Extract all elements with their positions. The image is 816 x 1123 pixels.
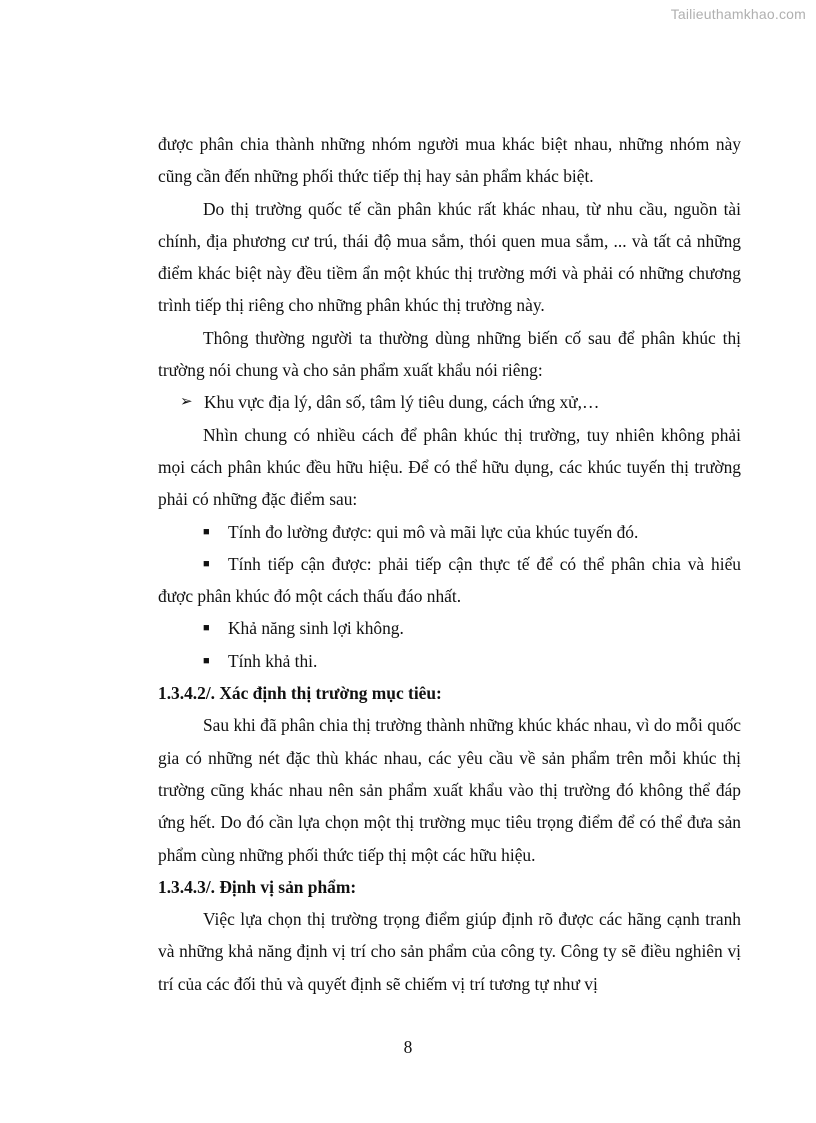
bullet-list-item — [158, 612, 741, 644]
bullet-text-1: Tính đo lường được: qui mô và mãi lực của khúc tuyến đó. — [228, 521, 639, 542]
paragraph-3: Thông thường người ta thường dùng những biến cố sau để phân khúc thị trường nói chung và cho sản phẩm xuất khẩu nói riêng: — [158, 327, 741, 381]
paragraph-5: Sau khi đã phân chia thị trường thành những khúc khác nhau, vì do mỗi quốc gia có những nét đặc thù khác nhau, các yêu cầu về sản phẩm trên mỗi khúc thị trường cũng khác nhau nên sản phẩm xuất khẩu vào thị trường đó không thể đáp ứng hết. Do đó cần lựa chọn một thị trường mục tiêu trọng điểm để có thể đưa sản phẩm cùng những phối thức tiếp thị một các hữu hiệu. — [158, 715, 741, 865]
arrow-bullet-icon: ➢ — [180, 394, 193, 411]
bullet-list-item — [158, 645, 741, 677]
watermark-text: Tailieuthamkhao.com — [670, 6, 806, 22]
section-heading-1-3-4-3: 1.3.4.3/. Định vị sản phẩm: — [158, 876, 357, 897]
bullet-text-3: Khả năng sinh lợi không. — [228, 618, 404, 639]
paragraph-4: Nhìn chung có nhiều cách để phân khúc thị trường, tuy nhiên không phải mọi cách phân khúc đều hữu hiệu. Để có thể hữu dụng, các khúc tuyến thị trường phải có những đặc điểm sau: — [158, 424, 741, 510]
paragraph-2: Do thị trường quốc tế cần phân khúc rất khác nhau, từ nhu cầu, nguồn tài chính, địa phương cư trú, thái độ mua sắm, thói quen mua sắm, ... và tất cả những điểm khác biệt này đều tiềm ẩn một khúc thị trường mới và phải có những chương trình tiếp thị riêng cho những phân khúc thị trường này. — [158, 198, 741, 316]
paragraph-1: được phân chia thành những nhóm người mua khác biệt nhau, những nhóm này cũng cần đến những phối thức tiếp thị hay sản phẩm khác biệt. — [158, 134, 741, 187]
section-heading-1-3-4-2: 1.3.4.2/. Xác định thị trường mục tiêu: — [158, 683, 442, 704]
bullet-text-4: Tính khả thi. — [228, 650, 318, 671]
arrow-list-item — [158, 386, 741, 418]
square-bullet-icon: ■ — [203, 557, 210, 570]
bullet-list-item — [158, 516, 741, 548]
paragraph-6: Việc lựa chọn thị trường trọng điểm giúp định rõ được các hãng cạnh tranh và những khả năng định vị trí cho sản phẩm của công ty. Công ty sẽ điều nghiên vị trí của các đối thủ và quyết định sẽ chiếm vị trí tương tự như vị — [158, 909, 741, 994]
bullet-list-item — [158, 548, 741, 613]
page-number: 8 — [403, 1037, 413, 1057]
bullet-text-2-line-2: được phân khúc đó một cách thấu đáo nhất. — [158, 586, 462, 607]
square-bullet-icon: ■ — [203, 654, 210, 667]
square-bullet-icon: ■ — [203, 622, 210, 635]
document-body — [158, 128, 741, 1000]
bullet-text-2-line-1: Tính tiếp cận được: phải tiếp cận thực tế để có thể phân chia và hiểu — [228, 553, 741, 574]
square-bullet-icon: ■ — [203, 525, 210, 538]
arrow-list-item-text: Khu vực địa lý, dân số, tâm lý tiêu dung, cách ứng xử,… — [204, 392, 600, 413]
